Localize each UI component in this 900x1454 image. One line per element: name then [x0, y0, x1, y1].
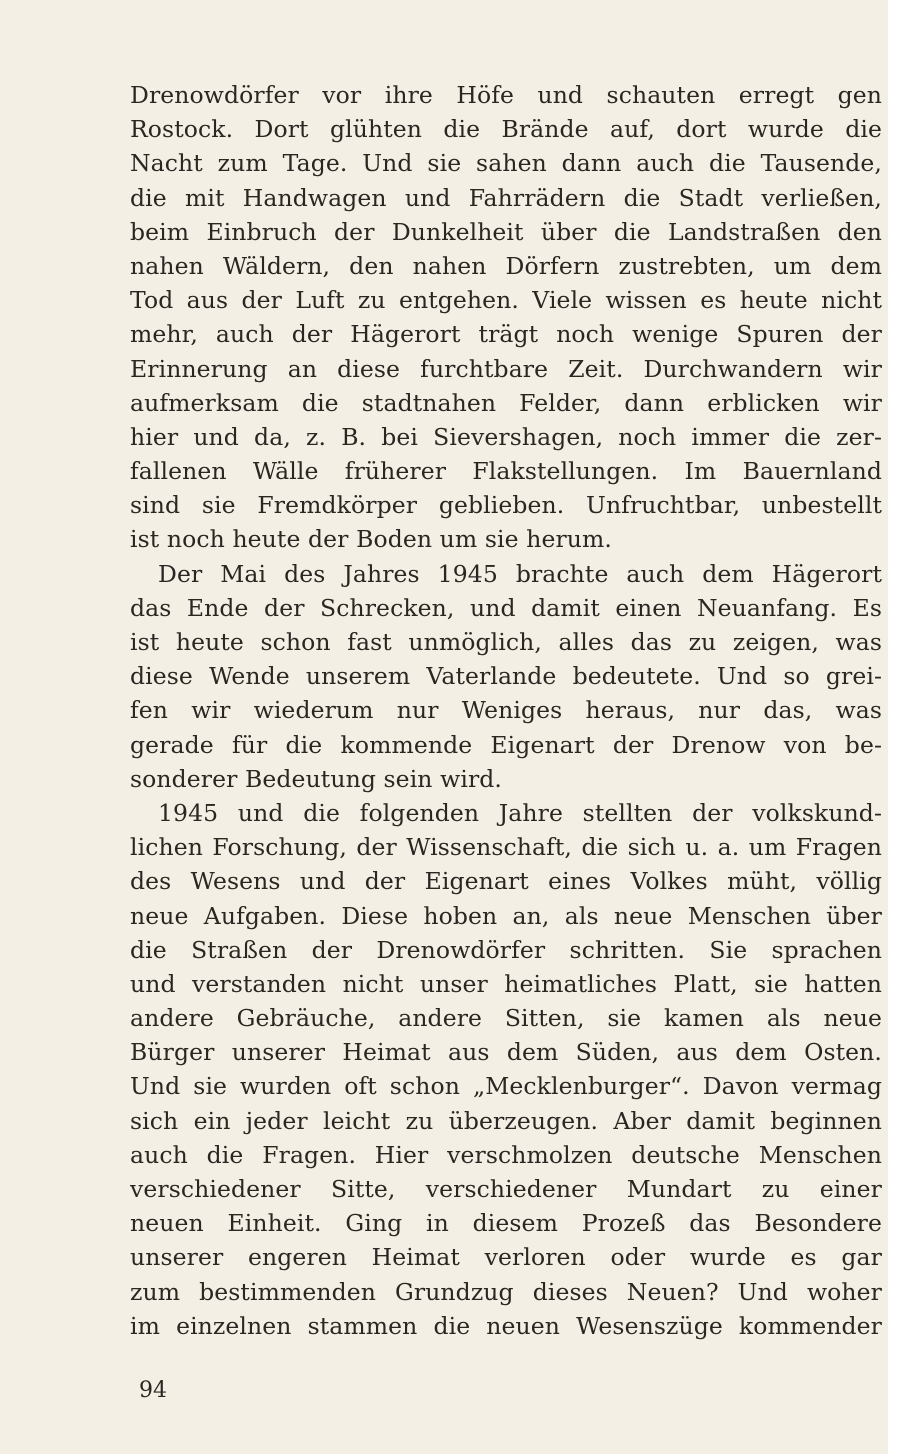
body-text	[130, 78, 882, 1343]
paragraph-start-line: 1945 und die folgenden Jahre stellten der volkskund-	[158, 798, 882, 827]
text-line: nahen Wäldern, den nahen Dörfern zustrebten, um dem	[130, 251, 882, 280]
text-line: sind sie Fremdkörper geblieben. Unfruchtbar, unbestellt	[130, 491, 882, 520]
text-line: Erinnerung an diese furchtbare Zeit. Durchwandern wir	[130, 354, 882, 383]
paragraph-end-line: ist noch heute der Boden um sie herum.	[130, 525, 612, 554]
text-line: zum bestimmenden Grundzug dieses Neuen? Und woher	[130, 1277, 882, 1306]
text-line: verschiedener Sitte, verschiedener Mundart zu einer	[130, 1175, 882, 1203]
text-line: Drenowdörfer vor ihre Höfe und schauten erregt gen	[130, 81, 882, 109]
text-line: lichen Forschung, der Wissenschaft, die sich u. a. um Fragen	[130, 833, 882, 862]
text-line: fallenen Wälle früherer Flakstellungen. Im Bauernland	[130, 457, 882, 486]
text-line: mehr, auch der Hägerort trägt noch wenige Spuren der	[130, 320, 882, 349]
text-line: und verstanden nicht unser heimatliches Platt, sie hatten	[130, 969, 882, 998]
text-line: beim Einbruch der Dunkelheit über die Landstraßen den	[130, 217, 882, 246]
text-line: diese Wende unserem Vaterlande bedeutete. Und so grei-	[130, 662, 882, 691]
text-line: sich ein jeder leicht zu überzeugen. Aber damit beginnen	[130, 1106, 882, 1135]
text-line: auch die Fragen. Hier verschmolzen deutsche Menschen	[130, 1140, 882, 1169]
text-line: neuen Einheit. Ging in diesem Prozeß das Besondere	[130, 1209, 882, 1238]
paragraph-end-line: sonderer Bedeutung sein wird.	[130, 764, 502, 793]
text-line: Tod aus der Luft zu entgehen. Viele wissen es heute nicht	[130, 286, 882, 315]
text-line: aufmerksam die stadtnahen Felder, dann erblicken wir	[130, 388, 882, 417]
text-line: des Wesens und der Eigenart eines Volkes müht, völlig	[130, 867, 882, 896]
text-line: fen wir wiederum nur Weniges heraus, nur das, was	[130, 696, 882, 725]
text-line: im einzelnen stammen die neuen Wesenszüge kommender	[130, 1311, 882, 1340]
text-line: Bürger unserer Heimat aus dem Süden, aus dem Osten.	[130, 1038, 882, 1067]
page-number: 94	[139, 1378, 167, 1403]
text-line: neue Aufgaben. Diese hoben an, als neue Menschen über	[130, 901, 882, 930]
text-line: andere Gebräuche, andere Sitten, sie kamen als neue	[130, 1004, 882, 1033]
text-line: Rostock. Dort glühten die Brände auf, dort wurde die	[130, 115, 882, 144]
text-line: hier und da, z. B. bei Sievershagen, noch immer die zer-	[130, 422, 882, 451]
text-line: Und sie wurden oft schon „Mecklenburger“. Davon vermag	[130, 1072, 882, 1101]
text-line: die mit Handwagen und Fahrrädern die Stadt verließen,	[130, 183, 882, 212]
paragraph-start-line: Der Mai des Jahres 1945 brachte auch dem Hägerort	[158, 559, 882, 588]
text-line: ist heute schon fast unmöglich, alles das zu zeigen, was	[130, 628, 882, 656]
text-line: gerade für die kommende Eigenart der Drenow von be-	[130, 730, 882, 759]
text-line: die Straßen der Drenowdörfer schritten. Sie sprachen	[130, 935, 882, 964]
page-edge	[888, 0, 900, 1454]
text-line: unserer engeren Heimat verloren oder wurde es gar	[130, 1243, 882, 1272]
text-line: das Ende der Schrecken, und damit einen Neuanfang. Es	[130, 593, 882, 622]
text-line: Nacht zum Tage. Und sie sahen dann auch die Tausende,	[130, 149, 882, 178]
